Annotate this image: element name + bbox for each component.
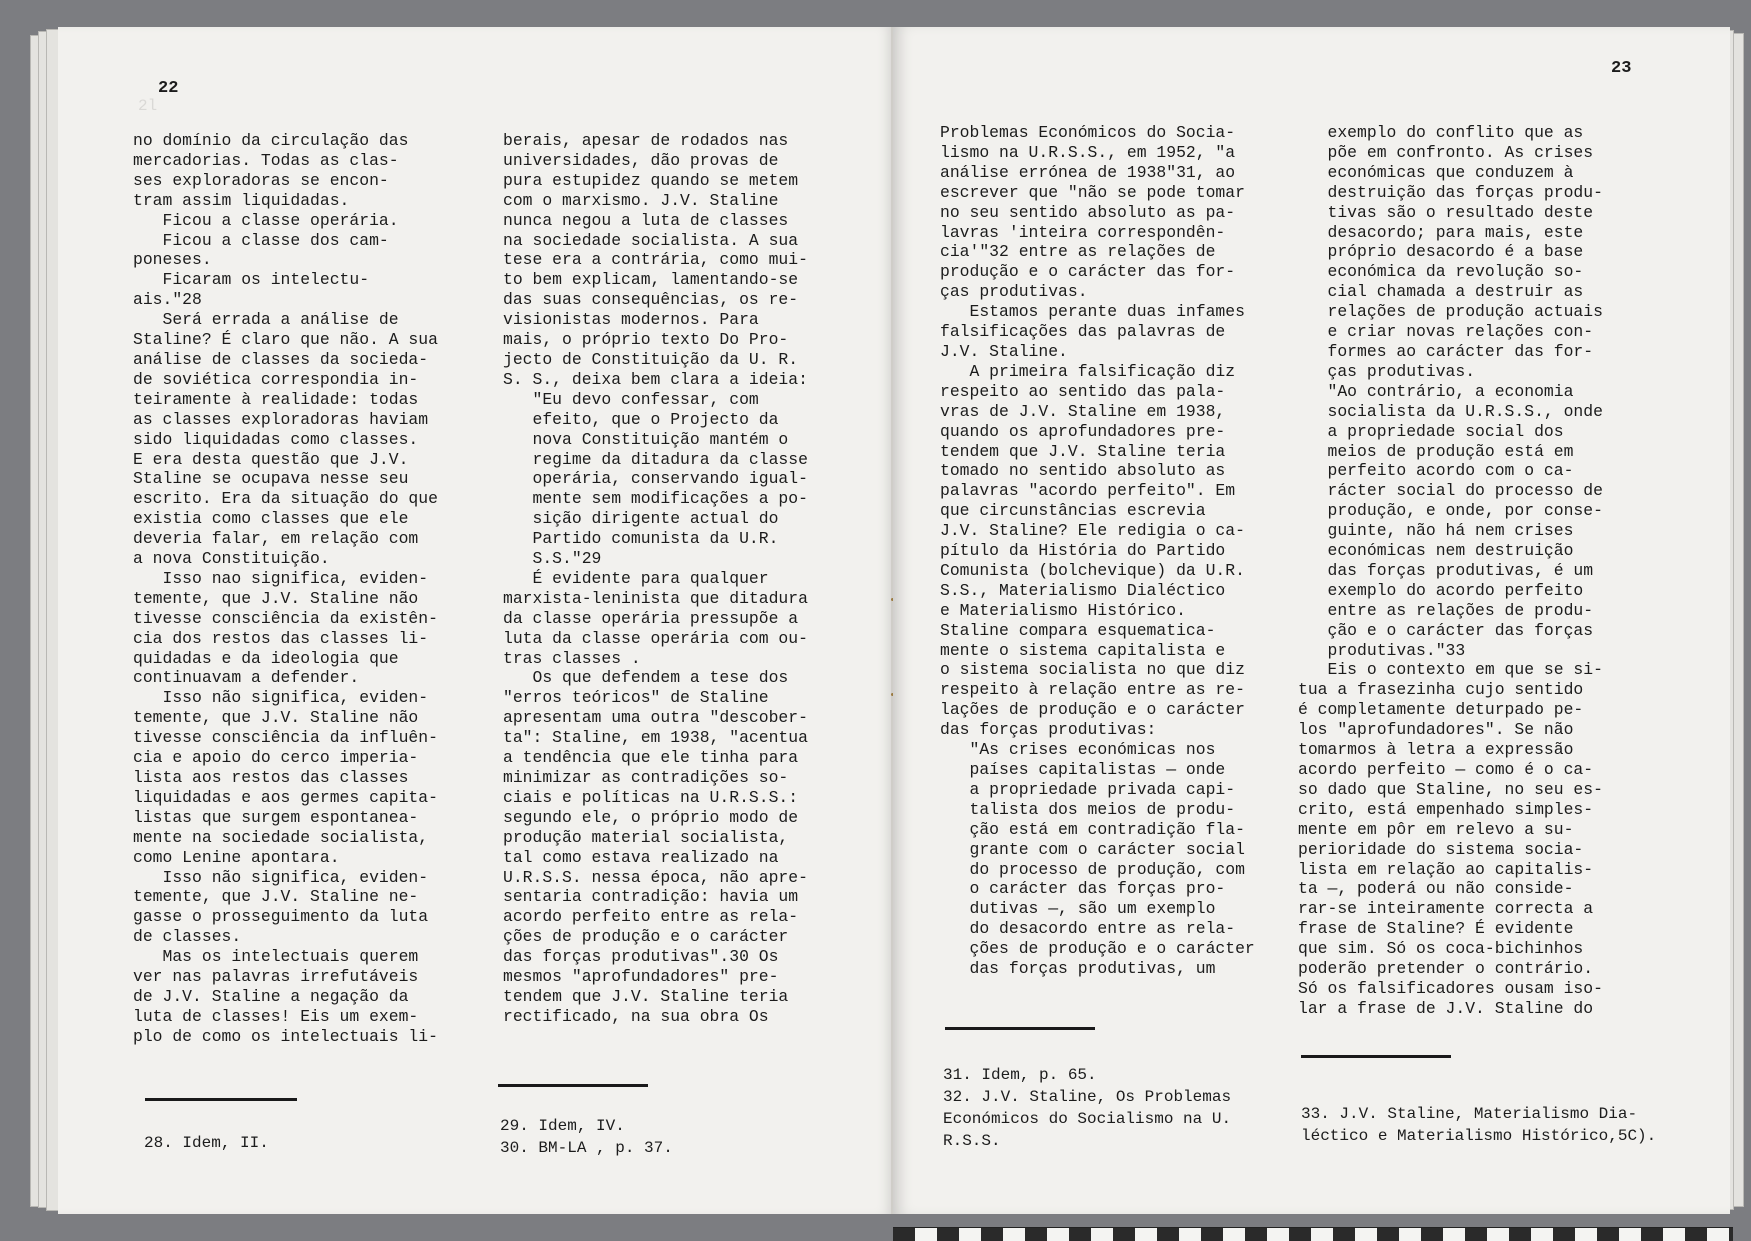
text-line: põe em confronto. As crises bbox=[1298, 142, 1594, 162]
text-line: ta": Staline, em 1938, "acentua bbox=[503, 728, 808, 748]
text-line: "As crises económicas nos bbox=[940, 740, 1216, 760]
text-line: próprio desacordo é a base bbox=[1298, 242, 1584, 262]
text-line: existia como classes que ele bbox=[133, 509, 409, 529]
left-page bbox=[58, 27, 893, 1214]
text-line: nunca negou a luta de classes bbox=[503, 210, 789, 230]
text-line: ças produtivas. bbox=[1298, 361, 1476, 381]
left-page-column-2 bbox=[503, 131, 893, 1027]
text-line: tendem que J.V. Staline teria bbox=[940, 441, 1226, 461]
text-line: continuavam a defender. bbox=[133, 668, 360, 688]
text-line: produtivas."33 bbox=[1298, 640, 1466, 660]
text-line: temente, que J.V. Staline não bbox=[133, 708, 419, 728]
text-line: respeito ao sentido das pala- bbox=[940, 381, 1226, 401]
text-line: guinte, não há nem crises bbox=[1298, 521, 1574, 541]
text-line: marxista-leninista que ditadura bbox=[503, 588, 808, 608]
text-line: das forças produtivas, um bbox=[940, 959, 1216, 979]
text-line: lar a frase de J.V. Staline do bbox=[1298, 998, 1594, 1018]
text-line: listas que surgem espontanea- bbox=[133, 807, 419, 827]
footnote-line: 33. J.V. Staline, Materialismo Dia- bbox=[1301, 1105, 1638, 1123]
text-line: Só os falsificadores ousam iso- bbox=[1298, 978, 1603, 998]
text-line: grante com o carácter social bbox=[940, 839, 1245, 859]
text-line: mente o sistema capitalista e bbox=[940, 640, 1226, 660]
text-line: de J.V. Staline a negação da bbox=[133, 986, 409, 1006]
text-line: o carácter das forças pro- bbox=[940, 879, 1226, 899]
text-line: é completamente deturpado pe- bbox=[1298, 700, 1584, 720]
footnote-line: 32. J.V. Staline, Os Problemas bbox=[943, 1088, 1232, 1106]
text-line: perioridade do sistema socia- bbox=[1298, 839, 1584, 859]
footnote-line: Económicos do Socialismo na U. bbox=[943, 1110, 1232, 1128]
text-line: "erros teóricos" de Staline bbox=[503, 688, 769, 708]
text-line: liquidadas e aos germes capita- bbox=[133, 787, 438, 807]
text-line: e Materialismo Histórico. bbox=[940, 600, 1186, 620]
text-line: cia dos restos das classes li- bbox=[133, 628, 429, 648]
text-line: meios de produção está em bbox=[1298, 441, 1574, 461]
text-line: destruição das forças produ- bbox=[1298, 182, 1603, 202]
text-line: Isso não significa, eviden- bbox=[133, 867, 429, 887]
text-line: respeito à relação entre as re- bbox=[940, 680, 1245, 700]
text-line: tal como estava realizado na bbox=[503, 847, 779, 867]
text-line: acordo perfeito entre as rela- bbox=[503, 907, 799, 927]
text-line: mente em pôr em relevo a su- bbox=[1298, 819, 1574, 839]
right-page-column-1 bbox=[940, 123, 1285, 979]
text-line: pítulo da História do Partido bbox=[940, 541, 1226, 561]
text-line: exemplo do conflito que as bbox=[1298, 123, 1584, 142]
text-line: poderão pretender o contrário. bbox=[1298, 959, 1594, 979]
text-line: produção material socialista, bbox=[503, 827, 789, 847]
footnote-rule-right-2 bbox=[1301, 1055, 1451, 1058]
text-line: visionistas modernos. Para bbox=[503, 310, 759, 330]
text-line: escrito. Era da situação do que bbox=[133, 489, 438, 509]
text-line: as classes exploradoras haviam bbox=[133, 409, 429, 429]
right-page-footnotes-2 bbox=[1301, 1103, 1656, 1147]
text-line: berais, apesar de rodados nas bbox=[503, 131, 789, 150]
left-page-footnotes-1 bbox=[144, 1132, 269, 1154]
text-line: de classes. bbox=[133, 927, 242, 947]
text-line: operária, conservando igual- bbox=[503, 469, 808, 489]
text-line: escrever que "não se pode tomar bbox=[940, 182, 1245, 202]
text-line: ciais e políticas na U.R.S.S.: bbox=[503, 787, 799, 807]
text-line: socialista da U.R.S.S., onde bbox=[1298, 401, 1603, 421]
text-line: cia'"32 entre as relações de bbox=[940, 242, 1216, 262]
text-line: lista aos restos das classes bbox=[133, 768, 409, 787]
text-line: com o marxismo. J.V. Staline bbox=[503, 190, 779, 210]
text-line: que circunstâncias escrevia bbox=[940, 501, 1206, 521]
text-line: económicas que conduzem à bbox=[1298, 162, 1574, 182]
text-line: o sistema socialista no que diz bbox=[940, 660, 1245, 680]
text-line: e criar novas relações con- bbox=[1298, 322, 1594, 342]
text-line: lações de produção e o carácter bbox=[940, 700, 1245, 720]
text-line: so dado que Staline, no seu es- bbox=[1298, 779, 1603, 799]
text-line: J.V. Staline. bbox=[940, 341, 1068, 361]
text-line: tomado no sentido absoluto as bbox=[940, 461, 1226, 481]
page-number-left: 22 bbox=[158, 79, 179, 98]
text-line: como Lenine apontara. bbox=[133, 847, 340, 867]
text-line: na sociedade socialista. A sua bbox=[503, 230, 799, 250]
text-line: tram assim liquidadas. bbox=[133, 190, 350, 210]
text-line: Comunista (bolchevique) da U.R. bbox=[940, 560, 1245, 580]
text-line: crito, está empenhado simples- bbox=[1298, 799, 1594, 819]
text-line: a propriedade privada capi- bbox=[940, 779, 1236, 799]
text-line: ver nas palavras irrefutáveis bbox=[133, 967, 419, 987]
text-line: ção e o carácter das forças bbox=[1298, 620, 1594, 640]
text-line: da classe operária pressupõe a bbox=[503, 608, 799, 628]
text-line: produção e o carácter das for- bbox=[940, 262, 1236, 282]
text-line: cia e apoio do cerco imperia- bbox=[133, 748, 419, 768]
text-line: no domínio da circulação das bbox=[133, 131, 409, 150]
text-line: Problemas Económicos do Socia- bbox=[940, 123, 1236, 142]
text-line: jecto de Constituição da U. R. bbox=[503, 349, 799, 369]
text-line: acordo perfeito — como é o ca- bbox=[1298, 760, 1594, 779]
text-line: U.R.S.S. nessa época, não apre- bbox=[503, 867, 808, 887]
text-line: luta de classes! Eis um exem- bbox=[133, 1006, 419, 1026]
text-line: Eis o contexto em que se si- bbox=[1298, 660, 1603, 680]
footnote-line: 31. Idem, p. 65. bbox=[943, 1066, 1097, 1084]
text-line: económicas nem destruição bbox=[1298, 541, 1574, 561]
text-line: formes ao carácter das for- bbox=[1298, 341, 1594, 361]
text-line: ções de produção e o carácter bbox=[503, 927, 789, 947]
text-line: Será errada a análise de bbox=[133, 310, 399, 330]
text-line: desacordo; para mais, este bbox=[1298, 222, 1584, 242]
text-line: de soviética correspondia in- bbox=[133, 369, 419, 389]
footnote-line: 30. BM-LA , p. 37. bbox=[500, 1139, 673, 1157]
text-line: Estamos perante duas infames bbox=[940, 302, 1245, 322]
text-line: S.S., Materialismo Dialéctico bbox=[940, 580, 1226, 600]
text-line: efeito, que o Projecto da bbox=[503, 409, 779, 429]
footnote-rule-left-2 bbox=[498, 1084, 648, 1087]
text-line: plo de como os intelectuais li- bbox=[133, 1026, 438, 1046]
text-line: mente sem modificações a po- bbox=[503, 489, 808, 509]
text-line: económica da revolução so- bbox=[1298, 262, 1584, 282]
text-line: tivesse consciência da existên- bbox=[133, 608, 438, 628]
text-line: perfeito acordo com o ca- bbox=[1298, 461, 1574, 481]
text-line: S.S."29 bbox=[503, 549, 602, 569]
text-line: Staline? É claro que não. A sua bbox=[133, 330, 438, 350]
text-line: sentaria contradição: havia um bbox=[503, 887, 799, 907]
text-line: a tendência que ele tinha para bbox=[503, 748, 799, 768]
text-line: Ficou a classe operária. bbox=[133, 210, 399, 230]
text-line: lista em relação ao capitalis- bbox=[1298, 859, 1594, 879]
footnote-line: 28. Idem, II. bbox=[144, 1134, 269, 1152]
text-line: Os que defendem a tese dos bbox=[503, 668, 789, 688]
text-line: palavras "acordo perfeito". Em bbox=[940, 481, 1236, 501]
text-line: Staline se ocupava nesse seu bbox=[133, 469, 409, 489]
text-line: mercadorias. Todas as clas- bbox=[133, 150, 399, 170]
text-line: temente, que J.V. Staline ne- bbox=[133, 887, 419, 907]
text-line: análise de classes da socieda- bbox=[133, 349, 429, 369]
footnote-line: R.S.S. bbox=[943, 1132, 1001, 1150]
left-page-column-1 bbox=[133, 131, 528, 1047]
text-line: mais, o próprio texto Do Pro- bbox=[503, 330, 789, 350]
text-line: sição dirigente actual do bbox=[503, 509, 779, 529]
text-line: do desacordo entre as rela- bbox=[940, 919, 1236, 939]
text-line: exemplo do acordo perfeito bbox=[1298, 580, 1584, 600]
left-page-footnotes-2 bbox=[500, 1115, 673, 1159]
bleed-through-text: 2l bbox=[138, 97, 158, 115]
text-line: mesmos "aprofundadores" pre- bbox=[503, 967, 779, 987]
text-line: a nova Constituição. bbox=[133, 549, 330, 569]
text-line: ses exploradoras se encon- bbox=[133, 170, 389, 190]
text-line: quidadas e da ideologia que bbox=[133, 648, 399, 668]
text-line: Ficou a classe dos cam- bbox=[133, 230, 389, 250]
text-line: ções de produção e o carácter bbox=[940, 939, 1255, 959]
text-line: ta —, poderá ou não conside- bbox=[1298, 879, 1574, 899]
text-line: S. S., deixa bem clara a ideia: bbox=[503, 369, 808, 389]
text-line: É evidente para qualquer bbox=[503, 568, 769, 588]
page-number-right: 23 bbox=[1611, 59, 1632, 78]
text-line: J.V. Staline? Ele redigia o ca- bbox=[940, 521, 1245, 541]
text-line: A primeira falsificação diz bbox=[940, 361, 1236, 381]
text-line: falsificações das palavras de bbox=[940, 322, 1226, 342]
text-line: tendem que J.V. Staline teria bbox=[503, 986, 789, 1006]
text-line: tivesse consciência da influên- bbox=[133, 728, 438, 748]
text-line: universidades, dão provas de bbox=[503, 150, 779, 170]
text-line: a propriedade social dos bbox=[1298, 421, 1564, 441]
text-line: teiramente à realidade: todas bbox=[133, 389, 419, 409]
text-line: que sim. Só os coca-bichinhos bbox=[1298, 939, 1584, 959]
text-line: quando os aprofundadores pre- bbox=[940, 421, 1226, 441]
text-line: mente na sociedade socialista, bbox=[133, 827, 429, 847]
text-line: rectificado, na sua obra Os bbox=[503, 1006, 769, 1026]
text-line: minimizar as contradições so- bbox=[503, 768, 789, 787]
text-line: Staline compara esquematica- bbox=[940, 620, 1216, 640]
text-line: deveria falar, em relação com bbox=[133, 529, 419, 549]
text-line: "Eu devo confessar, com bbox=[503, 389, 759, 409]
text-line: to bem explicam, lamentando-se bbox=[503, 270, 799, 290]
text-line: das forças produtivas".30 Os bbox=[503, 947, 779, 967]
text-line: das forças produtivas: bbox=[940, 720, 1157, 740]
text-line: das suas consequências, os re- bbox=[503, 290, 799, 310]
right-page bbox=[893, 27, 1730, 1214]
measurement-scale bbox=[893, 1227, 1733, 1241]
text-line: lavras 'inteira correspondên- bbox=[940, 222, 1226, 242]
text-line: Partido comunista da U.R. bbox=[503, 529, 779, 549]
text-line: dutivas —, são um exemplo bbox=[940, 899, 1216, 919]
footnote-line: léctico e Materialismo Histórico,5C). bbox=[1301, 1127, 1657, 1145]
text-line: temente, que J.V. Staline não bbox=[133, 588, 419, 608]
text-line: poneses. bbox=[133, 250, 212, 270]
text-line: apresentam uma outra "descober- bbox=[503, 708, 808, 728]
text-line: tomarmos à letra a expressão bbox=[1298, 740, 1574, 760]
text-line: Mas os intelectuais querem bbox=[133, 947, 419, 967]
text-line: sido liquidadas como classes. bbox=[133, 429, 419, 449]
text-line: lismo na U.R.S.S., em 1952, "a bbox=[940, 142, 1236, 162]
text-line: análise errónea de 1938"31, ao bbox=[940, 162, 1236, 182]
text-line: Isso não significa, eviden- bbox=[133, 688, 429, 708]
text-line: talista dos meios de produ- bbox=[940, 799, 1236, 819]
text-line: segundo ele, o próprio modo de bbox=[503, 807, 799, 827]
text-line: do processo de produção, com bbox=[940, 859, 1245, 879]
text-line: regime da ditadura da classe bbox=[503, 449, 808, 469]
text-line: tras classes . bbox=[503, 648, 641, 668]
text-line: tese era a contrária, como mui- bbox=[503, 250, 808, 270]
text-line: rácter social do processo de bbox=[1298, 481, 1603, 501]
text-line: vras de J.V. Staline em 1938, bbox=[940, 401, 1226, 421]
text-line: ças produtivas. bbox=[940, 282, 1088, 302]
text-line: das forças produtivas, é um bbox=[1298, 560, 1594, 580]
text-line: Isso nao significa, eviden- bbox=[133, 568, 429, 588]
text-line: tivas são o resultado deste bbox=[1298, 202, 1594, 222]
text-line: los "aprofundadores". Se não bbox=[1298, 720, 1574, 740]
text-line: relações de produção actuais bbox=[1298, 302, 1603, 322]
text-line: ais."28 bbox=[133, 290, 202, 310]
text-line: rar-se inteiramente correcta a bbox=[1298, 899, 1594, 919]
footnote-rule-right-1 bbox=[945, 1027, 1095, 1030]
text-line: cial chamada a destruir as bbox=[1298, 282, 1584, 302]
text-line: nova Constituição mantém o bbox=[503, 429, 789, 449]
text-line: "Ao contrário, a economia bbox=[1298, 381, 1574, 401]
text-line: produção, e onde, por conse- bbox=[1298, 501, 1603, 521]
footnote-rule-left-1 bbox=[145, 1098, 297, 1101]
text-line: países capitalistas — onde bbox=[940, 760, 1226, 779]
text-line: pura estupidez quando se metem bbox=[503, 170, 799, 190]
text-line: luta da classe operária com ou- bbox=[503, 628, 808, 648]
text-line: frase de Staline? É evidente bbox=[1298, 919, 1574, 939]
text-line: E era desta questão que J.V. bbox=[133, 449, 409, 469]
right-page-column-2 bbox=[1298, 123, 1693, 1019]
footnote-line: 29. Idem, IV. bbox=[500, 1117, 625, 1135]
text-line: Ficaram os intelectu- bbox=[133, 270, 370, 290]
text-line: tua a frasezinha cujo sentido bbox=[1298, 680, 1584, 700]
text-line: ção está em contradição fla- bbox=[940, 819, 1245, 839]
text-line: no seu sentido absoluto as pa- bbox=[940, 202, 1236, 222]
text-line: gasse o prosseguimento da luta bbox=[133, 907, 429, 927]
right-page-footnotes-1 bbox=[943, 1064, 1231, 1152]
text-line: entre as relações de produ- bbox=[1298, 600, 1594, 620]
